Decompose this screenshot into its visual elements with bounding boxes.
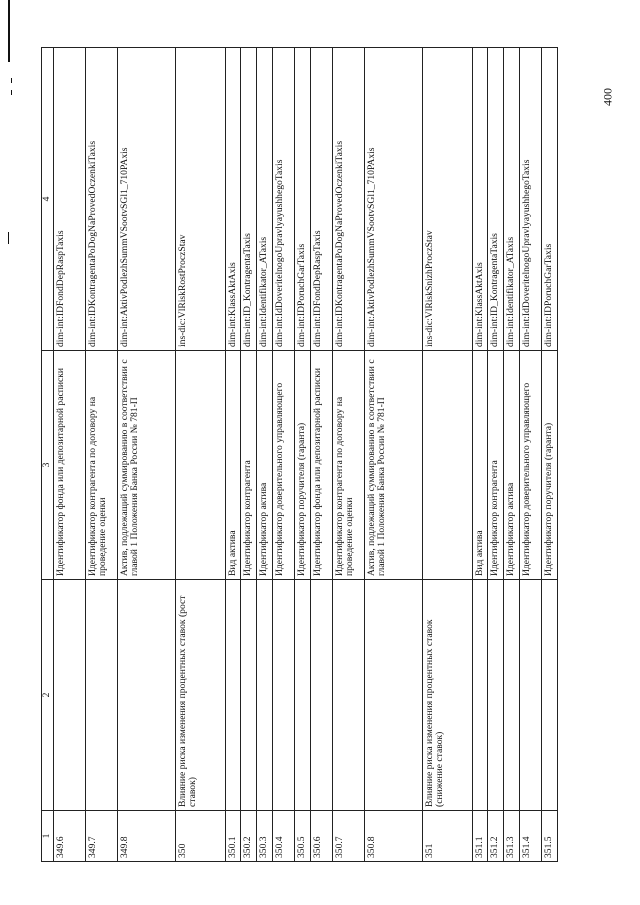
row-label-cell: Идентификатор контрагента по договору на проведение оценки <box>332 351 364 580</box>
table-row <box>85 48 117 862</box>
row-section-cell <box>541 580 557 811</box>
table-row <box>272 48 294 862</box>
table-row <box>488 48 504 862</box>
row-label-cell <box>422 351 472 580</box>
row-section-cell: Влияние риска изменения процентных ставок (снижение ставок) <box>422 580 472 811</box>
row-code-cell: ins-dic:VlRiskSnizhProczStav <box>422 48 472 351</box>
scan-mark-dash-1 <box>11 78 12 83</box>
row-number-cell: 350.4 <box>272 811 294 862</box>
row-section-cell <box>257 580 273 811</box>
row-code-cell: dim-int:ID_KontragentaTaxis <box>241 48 257 351</box>
table-row <box>117 48 175 862</box>
row-label-cell: Идентификатор актива <box>257 351 273 580</box>
table-row <box>422 48 472 862</box>
row-label-cell: Идентификатор контрагента <box>488 351 504 580</box>
row-number-cell: 351.5 <box>541 811 557 862</box>
row-number-cell: 351.3 <box>504 811 520 862</box>
row-section-cell <box>310 580 332 811</box>
row-code-cell: dim-int:IDKontragentaPoDogNaProvedOczenkiTaxis <box>332 48 364 351</box>
row-label-cell: Идентификатор актива <box>504 351 520 580</box>
row-code-cell: dim-int:IDFondDepRaspTaxis <box>310 48 332 351</box>
table-row <box>241 48 257 862</box>
row-section-cell <box>519 580 541 811</box>
row-label-cell: Актив, подлежащий суммированию в соответствии с главой 1 Положения Банка России № 781-П <box>364 351 422 580</box>
row-section-cell <box>241 580 257 811</box>
scan-mark-top <box>8 0 10 62</box>
row-section-cell <box>364 580 422 811</box>
row-section-cell <box>294 580 310 811</box>
row-section-cell: Влияние риска изменения процентных ставок (рост ставок) <box>175 580 225 811</box>
rotated-table-frame <box>41 48 577 862</box>
row-number-cell: 351.4 <box>519 811 541 862</box>
row-section-cell <box>488 580 504 811</box>
row-code-cell: dim-int:IdDoveritelnogoUpravlyayushhegoTaxis <box>519 48 541 351</box>
row-section-cell <box>504 580 520 811</box>
page-number <box>596 72 620 122</box>
row-number-cell: 350.5 <box>294 811 310 862</box>
row-code-cell: dim-int:KlassAktAxis <box>225 48 241 351</box>
page-number-text: 400 <box>600 88 615 106</box>
row-code-cell: dim-int:IDFondDepRaspTaxis <box>53 48 85 351</box>
row-section-cell <box>85 580 117 811</box>
row-number-cell: 350.6 <box>310 811 332 862</box>
row-code-cell: dim-int:Identifikator_ATaxis <box>257 48 273 351</box>
row-label-cell <box>175 351 225 580</box>
row-code-cell: dim-int:IDPoruchGarTaxis <box>294 48 310 351</box>
row-number-cell: 351 <box>422 811 472 862</box>
row-number-cell: 349.8 <box>117 811 175 862</box>
table-row <box>294 48 310 862</box>
row-number-cell: 349.6 <box>53 811 85 862</box>
row-number-cell: 350 <box>175 811 225 862</box>
row-number-cell: 350.2 <box>241 811 257 862</box>
row-code-cell: dim-int:Identifikator_ATaxis <box>504 48 520 351</box>
data-table <box>41 47 558 862</box>
table-row <box>504 48 520 862</box>
row-number-cell: 350.7 <box>332 811 364 862</box>
scan-mark-dash-2 <box>11 90 12 95</box>
row-label-cell: Вид актива <box>472 351 488 580</box>
table-row <box>519 48 541 862</box>
row-label-cell: Идентификатор доверительного управляющего <box>519 351 541 580</box>
row-code-cell: dim-int:AktivPodlezhSummVSootvSGl1_710PAxis <box>364 48 422 351</box>
scan-mark-mid <box>8 232 9 244</box>
row-code-cell: dim-int:IDPoruchGarTaxis <box>541 48 557 351</box>
row-label-cell: Идентификатор поручителя (гаранта) <box>541 351 557 580</box>
row-section-cell <box>332 580 364 811</box>
row-number-cell: 351.2 <box>488 811 504 862</box>
row-label-cell: Идентификатор контрагента по договору на проведение оценки <box>85 351 117 580</box>
row-section-cell <box>225 580 241 811</box>
header-row <box>42 48 54 862</box>
table-row <box>257 48 273 862</box>
row-code-cell: dim-int:AktivPodlezhSummVSootvSGl1_710PAxis <box>117 48 175 351</box>
table-row <box>175 48 225 862</box>
row-label-cell: Идентификатор фонда или депозитарной расписки <box>310 351 332 580</box>
row-section-cell <box>472 580 488 811</box>
row-label-cell: Вид актива <box>225 351 241 580</box>
header-cell-2: 2 <box>42 580 54 811</box>
table-row <box>310 48 332 862</box>
table-row <box>53 48 85 862</box>
header-cell-3: 3 <box>42 351 54 580</box>
row-label-cell: Идентификатор фонда или депозитарной расписки <box>53 351 85 580</box>
row-label-cell: Идентификатор поручителя (гаранта) <box>294 351 310 580</box>
row-label-cell: Актив, подлежащий суммированию в соответствии с главой 1 Положения Банка России № 781-П <box>117 351 175 580</box>
row-label-cell: Идентификатор контрагента <box>241 351 257 580</box>
row-number-cell: 350.1 <box>225 811 241 862</box>
table-row <box>541 48 557 862</box>
row-section-cell <box>53 580 85 811</box>
row-code-cell: dim-int:KlassAktAxis <box>472 48 488 351</box>
header-cell-1: 1 <box>42 811 54 862</box>
row-code-cell: dim-int:IDKontragentaPoDogNaProvedOczenkiTaxis <box>85 48 117 351</box>
table-container <box>41 48 577 862</box>
row-section-cell <box>117 580 175 811</box>
table-row <box>472 48 488 862</box>
row-code-cell: dim-int:IdDoveritelnogoUpravlyayushhegoTaxis <box>272 48 294 351</box>
row-code-cell: ins-dic:VlRiskRostProczStav <box>175 48 225 351</box>
row-number-cell: 350.8 <box>364 811 422 862</box>
header-cell-4: 4 <box>42 48 54 351</box>
row-number-cell: 350.3 <box>257 811 273 862</box>
row-label-cell: Идентификатор доверительного управляющего <box>272 351 294 580</box>
row-section-cell <box>272 580 294 811</box>
table-body <box>42 48 558 862</box>
row-number-cell: 351.1 <box>472 811 488 862</box>
table-row <box>364 48 422 862</box>
row-number-cell: 349.7 <box>85 811 117 862</box>
row-code-cell: dim-int:ID_KontragentaTaxis <box>488 48 504 351</box>
table-row <box>332 48 364 862</box>
table-row <box>225 48 241 862</box>
